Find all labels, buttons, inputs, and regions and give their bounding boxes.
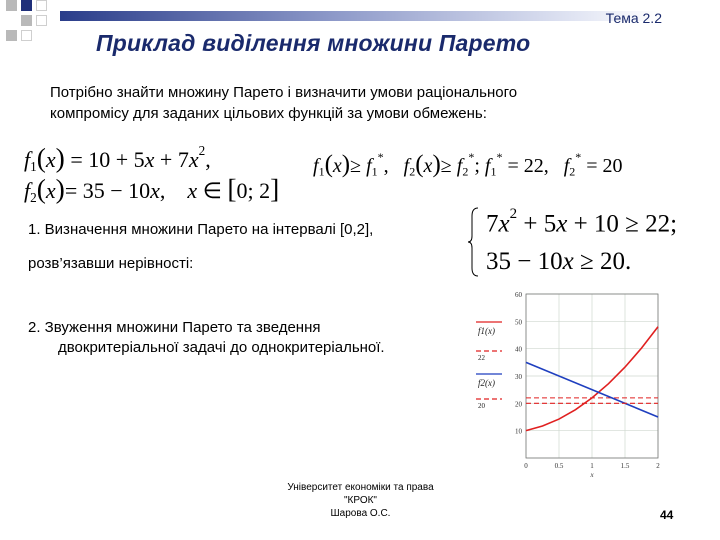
decor-square [6,0,17,11]
footer [268,481,453,520]
inequality-2: 35 − 10x ≥ 20. [486,248,632,275]
x-tick-label: 0.5 [554,462,564,470]
header-bar [60,11,660,21]
legend-label: 20 [478,402,485,410]
legend-label: f2(x) [478,378,495,388]
footer-author: Шарова О.С. [330,508,391,519]
formula-constraints: $f_1(x)\ge f_1^*$, $f_2(x)\ge f_2^*$; $f_1^* = 22$, $f_2^* = 20$ [313,150,623,179]
x-tick-label: 2 [656,462,660,470]
formula-f1: $f_1(x) = 10 + 5x + 7x^2$, [24,142,211,174]
y-tick-label: 60 [515,291,522,299]
formula-f2: $f_2(x)= 35 - 10x$, x ∈ [0; 2] [24,173,280,205]
decor-square [36,0,47,11]
intro-line-1: Потрібно знайти множину Парето і визначити умови раціонального [50,84,518,101]
decor-square [21,15,32,26]
page-title: Приклад виділення множини Парето [96,30,531,56]
decor-square [6,30,17,41]
step-1: 1. Визначення множини Парето на інтервалі [0,2], [28,221,374,238]
topic-label: Тема 2.2 [605,10,662,26]
legend-label: f1(x) [478,326,495,336]
footer-university: Університет економіки та права [287,482,434,493]
decor-square [21,30,32,41]
step-1-continued: розв’язавши нерівності: [28,255,194,272]
x-axis-label: x [590,471,594,479]
step-2-line-2: двокритеріальної задачі до однокритеріальної. [58,339,385,356]
footer-krok: "КРОК" [344,495,377,506]
decor-square [36,15,47,26]
y-tick-label: 40 [515,345,522,354]
y-tick-label: 30 [515,373,522,381]
system-brace [468,206,480,278]
x-tick-label: 0 [524,462,528,470]
y-tick-label: 20 [515,400,522,409]
step-2-line-1: 2. Звуження множини Парето та зведення [28,319,321,336]
page-number: 44 [660,508,674,522]
legend-label: 22 [478,354,485,362]
y-tick-label: 50 [515,318,522,327]
y-tick-label: 10 [515,427,522,436]
x-tick-label: 1 [590,462,594,470]
inequality-1: $7x^2 + 5x + 10 \ge 22$; [486,206,678,238]
x-tick-label: 1.5 [620,462,630,470]
decor-square [21,0,32,11]
pareto-chart [464,282,674,492]
intro-line-2: компромісу для заданих цільових функцій за умови обмежень: [50,105,487,122]
